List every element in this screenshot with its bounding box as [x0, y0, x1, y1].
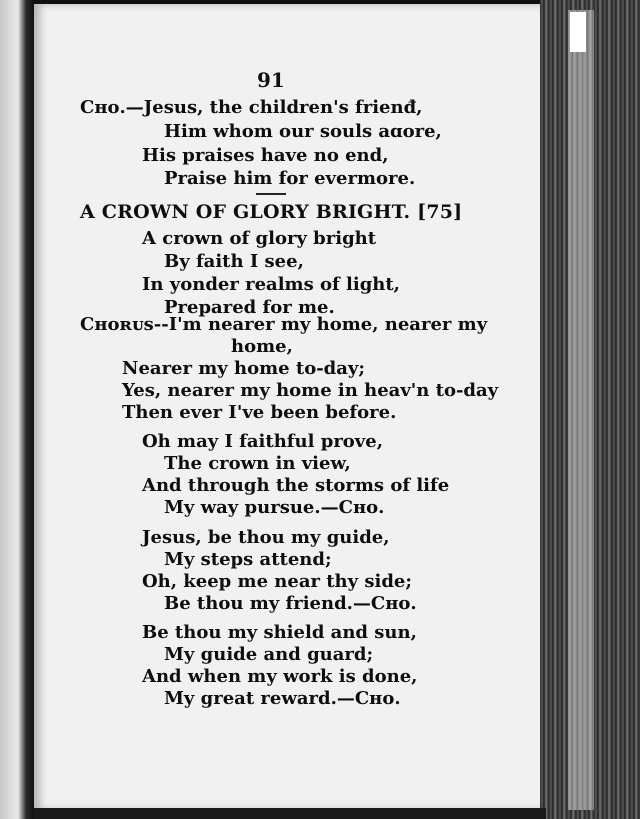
text-line: By faith I see,	[164, 251, 304, 272]
text-line: home,	[231, 336, 293, 357]
text-line: My guide and guard;	[164, 644, 374, 665]
text-line: Praise him for evermore.	[164, 168, 416, 189]
text-line: My great reward.—Cʜᴏ.	[164, 688, 401, 709]
text-line: Then ever I've been before.	[122, 402, 397, 423]
text-line: In yonder realms of light,	[142, 274, 400, 295]
text-line: Cʜᴏ.—Jesus, the children's frienđ,	[80, 97, 423, 118]
text-line: Yes, nearer my home in heav'n to-day	[122, 380, 499, 401]
page-number: 91	[257, 68, 285, 92]
text-line: Oh, keep me near thy side;	[142, 571, 413, 592]
page-stack-edge	[540, 0, 640, 819]
text-line: Nearer my home to-day;	[122, 358, 366, 379]
text-line: And when my work is done,	[142, 666, 418, 687]
text-line: My steps attend;	[164, 549, 332, 570]
text-line: Oh may I faithful prove,	[142, 431, 383, 452]
book-left-edge	[0, 0, 34, 819]
text-line: Him whom our souls aɑore,	[164, 121, 442, 142]
text-line: Cʜᴏʀᴜs--I'm nearer my home, nearer my	[80, 314, 488, 335]
text-line: And through the storms of life	[142, 475, 450, 496]
text-line: Be thou my friend.—Cʜᴏ.	[164, 593, 417, 614]
text-line: The crown in view,	[164, 453, 351, 474]
hymn-title: A CROWN OF GLORY BRIGHT. [75]	[80, 201, 463, 223]
section-divider	[256, 193, 286, 195]
text-line: My way pursue.—Cʜᴏ.	[164, 497, 385, 518]
text-line: His praises have no end,	[142, 145, 389, 166]
text-line: A crown of glory bright	[142, 228, 377, 249]
text-line: Be thou my shield and sun,	[142, 622, 417, 643]
text-line: Prepared for me.	[164, 297, 335, 318]
text-line: Jesus, be thou my guide,	[142, 527, 390, 548]
book-bottom-edge	[34, 808, 546, 819]
